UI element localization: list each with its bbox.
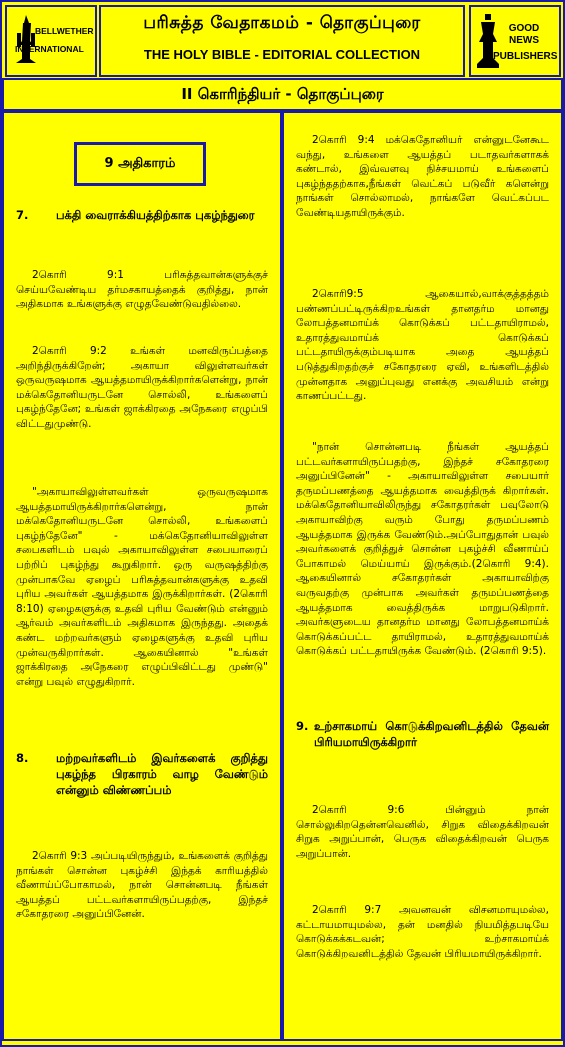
left-logo-line-2: INTERNATIONAL [15, 44, 84, 54]
left-column [2, 111, 282, 1041]
bellwether-logo [5, 5, 97, 77]
paragraph-commentary-2: "நான் சொன்னபடி நீங்கள் ஆயத்தப் பட்டவர்களாயிருப்பதற்கு, இந்தச் சகோதரரை அனுப்பினேன்" - அகாயாவிலுள்ள சபையார் தருமப்பணத்தை ஆயத்தமாக வைத்திருக் கிறார்கள். மக்கெதோனியாவிலிருந்து சகோதரர்கள் பவுலோடு அகாயாவிற்கு வரும் போது தருமப்பணம் ஆயத்தமாக இருக்க வேண்டும்.அப்போதுதான் பவுல் அவர்களைக் குறித்துச் சொன்ன புகழ்ச்சி வீணாய்ப் போகாமல் மெய்யாய் இருக்கும்.(2கொரி 9:4). ஆகையினால் சகோதரர்கள் அகாயாவிற்கு வருவதற்கு முன்பாக அவர்கள் தருமப்பணத்தை ஆயத்தமாக வைத்திருக்க மாறுபடுகிறார். அவர்களுடைய தானதர்ம மானது லோபத்தனமாய்க் கொடுக்கப்பட்ட தாயிராமல், உதாரத்துவமாய்க் கொடுக்கப் பட்டதாயிருக்க வேண்டும். (2கொரி 9:5). [296, 441, 549, 658]
section-7-title: பக்தி வைராக்கியத்திற்காக புகழ்ந்துரை [56, 208, 255, 222]
section-8-number: 8. [16, 751, 29, 765]
section-9-heading [296, 718, 549, 750]
paragraph-2cor-9-5: 2கொரி9:5 ஆகையால்,வாக்குத்தத்தம் பண்ணப்பட்டிருக்கிறஉங்கள் தானதர்ம மானது லோபத்தனமாய்க் கொடுக்கப் பட்டதாயிராமல், உதாரத்துவமாய்க் கொடுக்கப் பட்டதாயிருக்கும்படியாக அதை ஆயத்தப் படுத்துகிறதற்குச் சகோதரரை ஏவி, உங்களிடத்தில் முன்னதாக அனுப்புவது எனக்கு அவசியம் என்று காணப்பட்டது. [296, 288, 549, 403]
paragraph-2cor-9-7: 2கொரி 9:7 அவனவன் விசனமாயுமல்ல, கட்டாயமாயுமல்ல, தன் மனதில் நியமித்தபடியே கொடுக்கக்கடவன்; உற்சாகமாய்க் கொடுக்கிறவனிடத்தில் தேவன் பிரியமாயிருக்கிறார். [296, 904, 549, 960]
right-logo-line-2: PUBLISHERS [493, 51, 558, 62]
right-column [282, 111, 563, 1041]
left-logo-line-1: BELLWETHER [35, 26, 94, 36]
paragraph-2cor-9-4: 2கொரி 9:4 மக்கெதோனியர் என்னுடனேகூட வந்து, உங்களை ஆயத்தப் படாதவர்களாகக் கண்டால், இவ்வளவு நிச்சயமாய் உங்களைப் புகழ்ந்ததற்காக,நீங்கள் வெட்கப் படுவீர் களென்று நாங்கள் சொல்லாமல், நாங்களே வெட்கப்பட வேண்டியதாயிருக்கும். [296, 134, 549, 219]
section-8-heading [16, 750, 268, 798]
chapter-label: 9 அதிகாரம் [74, 142, 206, 186]
section-8-title: மற்றவர்களிடம் இவர்களைக் குறித்து புகழ்ந்த பிரகாரம் வாழ வேண்டும் என்னும் விண்ணப்பம் [56, 751, 268, 797]
paragraph-2cor-9-2: 2கொரி 9:2 உங்கள் மனவிருப்பத்தை அறிந்திருக்கிறேன்; அகாயா விலுள்ளவர்கள் ஒருவருஷமாக ஆயத்தமாயிருக்கிறார்களென்று, நான் மக்கெதோனியருடனே சொல்லி, உங்களைப் புகழ்ந்தேனே; உங்கள் ஜாக்கிரதை அநேகரை எழுப்பி விட்டதுமுண்டு. [16, 345, 268, 430]
title-box [99, 5, 465, 77]
paragraph-commentary-1: "அகாயாவிலுள்ளவர்கள் ஒருவருஷமாக ஆயத்தமாயிருக்கிறார்களென்று, நான் மக்கெதோனியருடனே சொல்லி, உங்களைப் புகழ்ந்தேனே" - மக்கெதோனியாவிலுள்ள சபைகளிடம் பவுல் அகாயாவிலுள்ள சபையாரைப் பற்றிப் புகழ்ந்து கூறுகிறார். ஒரு வருஷத்திற்கு முன்பாகவே ஏழைப் பரிசுத்தவான்களுக்கு உதவி புரிய அவர்கள் ஆயத்தமாக இருக்கிறார்கள். (2கொரி 8:10) ஏழைகளுக்கு உதவி புரிய வேண்டும் என்னும் ஆர்வம் அவர்களிடம் அதிகமாக இருந்தது. அதைக் கண்ட மற்றவர்களும் ஏழைகளுக்கு உதவி புரிய முன்வருகிறார்கள். ஆகையினால் "உங்கள் ஜாக்கிரதை அநேகரை எழுப்பிவிட்டது முண்டு" என்று பவுல் எழுதுகிறார். [16, 486, 268, 688]
section-9-title: உற்சாகமாய் கொடுக்கிறவனிடத்தில் தேவன் பிரியமாயிருக்கிறார் [314, 719, 549, 749]
paragraph-2cor-9-3: 2கொரி 9:3 அப்படியிருந்தும், உங்களைக் குறித்து நாங்கள் சொன்ன புகழ்ச்சி இந்தக் காரியத்தில் வீணாய்ப்போகாமல், நான் சொன்னபடி நீங்கள் ஆயத்தப் பட்டவர்களாயிருப்பதற்கு, இந்தச் சகோதரரை அனுப்பினேன். [16, 850, 268, 921]
section-7-number: 7. [16, 208, 29, 222]
title-tamil: பரிசுத்த வேதாகமம் - தொகுப்புரை [143, 13, 421, 33]
paragraph-2cor-9-1: 2கொரி 9:1 பரிசுத்தவான்களுக்குச் செய்யவேண்டிய தர்மசகாயத்தைக் குறித்து, நான் அதிகமாக உங்களுக்கு எழுதவேண்டுவதில்லை. [16, 269, 268, 311]
right-logo-line-1: GOOD NEWS [508, 23, 540, 46]
title-english: THE HOLY BIBLE - EDITORIAL COLLECTION [143, 47, 421, 62]
good-news-logo [469, 5, 561, 77]
paragraph-2cor-9-6: 2கொரி 9:6 பின்னும் நான் சொல்லுகிறதென்னவெனில், சிறுக விதைக்கிறவன் சிறுக அறுப்பான், பெருக விதைக்கிறவன் பெருக அறுப்பான். [296, 804, 549, 860]
section-7-heading [16, 207, 268, 223]
subtitle-bar: II கொரிந்தியர் - தொகுப்புரை [2, 78, 563, 111]
section-9-number: 9. [296, 719, 309, 733]
header [2, 2, 563, 76]
